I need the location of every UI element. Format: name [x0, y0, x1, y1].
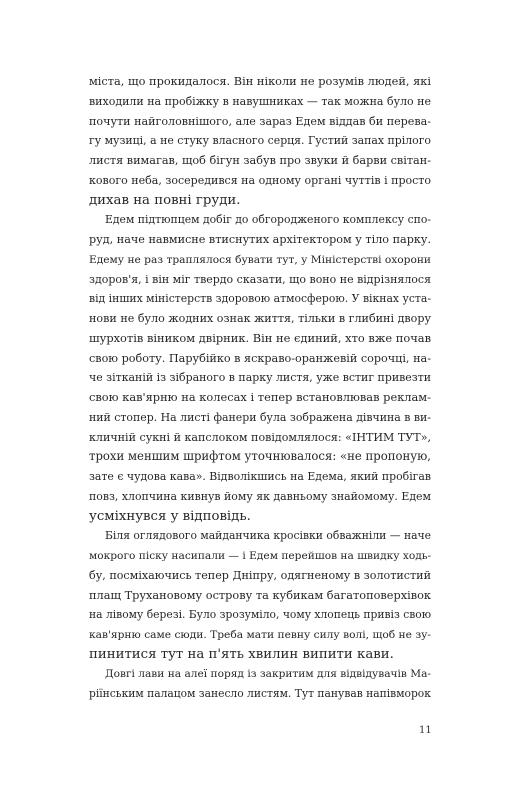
text-line: плащ Трухановому острову та кубикам багатоповерхівок — [89, 587, 431, 602]
text-line: на лівому березі. Було зрозуміло, чому хлопець привіз свою — [89, 608, 432, 622]
page-number: 11 — [419, 725, 432, 736]
paragraph — [89, 526, 431, 664]
text-line: свою роботу. Парубійко в яскраво-оранжевій сорочці, на- — [89, 351, 431, 365]
text-line: виходили на пробіжку в навушниках — так можна було не — [89, 94, 431, 108]
text-line: кового неба, зосередився на одному органі чуттів і просто — [89, 173, 432, 187]
text-line: усміхнувся у відповідь. — [89, 508, 251, 524]
text-line: листя вимагав, щоб бігун забув про звуки й барви світан- — [89, 154, 431, 167]
text-line: бу, посміхаючись тепер Дніпру, одягненому в золотистий — [89, 568, 431, 582]
text-line: зате є чудова кава». Відволікшись на Едема, який пробігав — [89, 470, 431, 483]
paragraph — [89, 665, 431, 705]
text-line: гу музиці, а не стуку власного серця. Густий запах прілого — [89, 134, 431, 148]
text-line: здоров'я, і він міг твердо сказати, що воно не відрізнялося — [89, 272, 431, 286]
text-line: руд, наче навмисне втиснутих архітектором у тіло парку. — [89, 233, 432, 246]
text-line: дихав на повні груди. — [89, 192, 241, 208]
text-line: шурхотів віником двірник. Він не єдиний, хто вже почав — [89, 330, 431, 345]
body-text — [89, 72, 431, 704]
text-line: кличній сукні й капслоком повідомлялося: «ІНТИМ ТУТ», — [89, 430, 431, 444]
text-line: трохи меншим шрифтом уточнювалося: «не пропоную, — [89, 449, 431, 464]
text-line: від інших міністерств здоровою атмосферою. У вікнах уста- — [89, 292, 431, 306]
text-line: мокрого піску насипали — і Едем перейшов на швидку ходь- — [89, 549, 432, 562]
text-line: ріїнським палацом занесло листям. Тут панував напівморок — [89, 687, 431, 701]
text-line: Біля оглядового майданчика кросівки обважніли — наче — [105, 529, 432, 543]
text-line: повз, хлопчина кивнув йому як давньому знайомому. Едем — [89, 489, 431, 503]
text-line: Едему не раз траплялося бувати тут, у Міністерстві охорони — [89, 252, 431, 266]
text-line: свою кав'ярню на колесах і тепер встановлював реклам- — [89, 390, 431, 404]
text-line: почути найголовнішого, але зараз Едем віддав би перева- — [89, 114, 431, 128]
paragraph — [89, 72, 431, 210]
paragraph — [89, 210, 431, 526]
text-line: кав'ярню саме сюди. Треба мати певну силу волі, щоб не зу- — [89, 628, 431, 641]
text-line: нови не було жодних ознак життя, тільки в глибині двору — [89, 312, 431, 325]
text-line: ний стопер. На листі фанери була зображена дівчина в ви- — [89, 410, 431, 424]
text-line: че зітканій із зібраного в парку листя, уже встиг привезти — [89, 371, 432, 385]
text-line: Довгі лави на алеї поряд із закритим для відвідувачів Ма- — [105, 667, 431, 680]
text-line: Едем підтюпцем добіг до обгородженого комплексу спо- — [105, 213, 431, 227]
text-line: міста, що прокидалося. Він ніколи не розумів людей, які — [89, 74, 431, 88]
text-line: пинитися тут на п'ять хвилин випити кави. — [89, 646, 394, 662]
